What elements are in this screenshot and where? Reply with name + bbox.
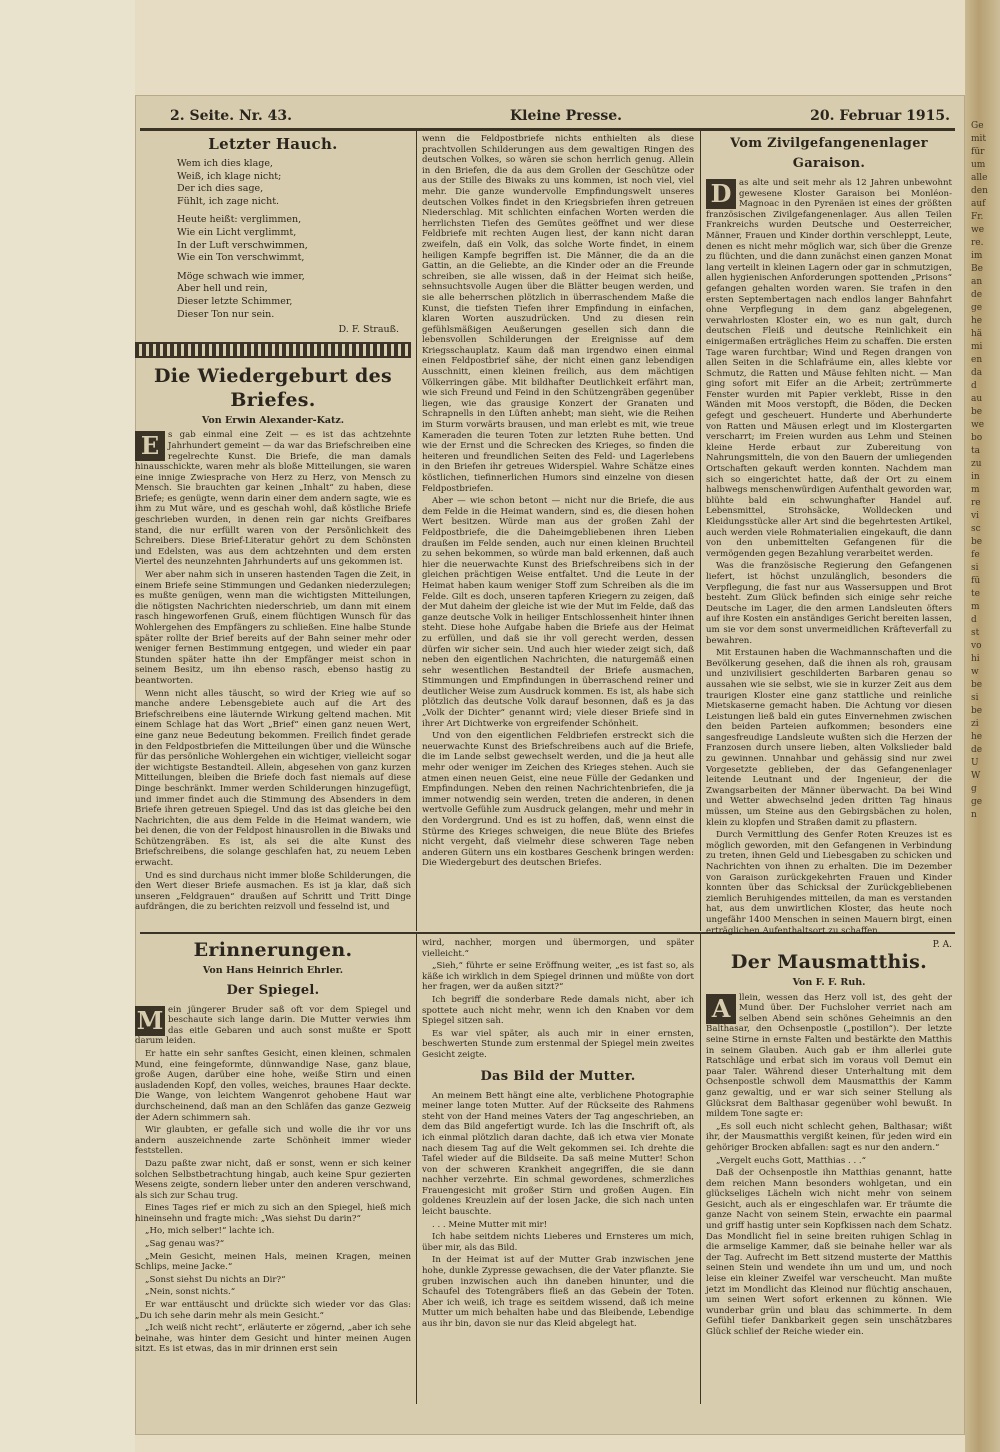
ornamental-divider — [135, 342, 411, 358]
column-rule-1 — [416, 131, 417, 931]
column-rule-2 — [700, 131, 701, 931]
poem-title: Letzter Hauch. — [208, 135, 338, 153]
masthead-rule — [140, 128, 955, 131]
paragraph: Durch Vermittlung des Genfer Roten Kreuzes ist es möglich geworden, mit den Gefangenen in Verbindung zu treten, ihnen Geld und Liebesgaben zu schicken und Nachrichten von ihnen zu erhalten. Die im Dezember von Garaison zurückgekehrten Frauen und Kinder konnten über das Schicksal der Zurückgebliebenen ziemlich Beruhigendes mitteilen, da man es verstanden hat, aus dem unwirtlichen Kloster, das heute noch ungefähr 1400 Menschen in seinen Mauern birgt, einen erträglichen Aufenthaltsort zu schaffen. — [706, 830, 952, 936]
paragraph: „Ho, mich selber!“ lachte ich. — [145, 1226, 275, 1237]
poem-line: Fühlt, ich zage nicht. — [177, 195, 280, 207]
adjacent-page-text: Ge mit für um alle den auf Fr. we re. im Be an de ge he hä mi en da d au be we bo ta zu in m re vi sc be fe si fü te m d st vo hi w be si be zi he de U W g ge n — [971, 121, 988, 820]
paragraph: wird, nachher, morgen und übermorgen, und später vielleicht.“ — [422, 938, 694, 959]
drop-cap: A — [706, 994, 736, 1024]
paragraph: Dazu paßte zwar nicht, daß er sonst, wenn er sich keiner solchen Selbstbetrachtung hingab, auch keine Spur gezierten Wesens zeigte, sondern lieber unter den anderen verschwand, als sich zur Schau trug. — [135, 1158, 411, 1201]
paragraph: Wer aber nahm sich in unseren hastenden Tagen die Zeit, in einem Briefe seine Stimmungen und Gedanken niederzulegen; es mußte genügen, wenn man die wichtigsten Mitteilungen, die nötigsten Nachrichten niederschrieb, um dann mit einem rasch hingeworfenen Gruß, einem flüchtigen Wunsch für das Wohlergehen des Empfängers zu schließen. Eine halbe Stunde später rollte der Brief bereits auf der Bahn seiner mehr oder weniger fernen Bestimmung entgegen, und wieder ein paar Stunden später hatte ihn der Empfänger meist schon in seinem Besitz, um ihn ebenso rasch, ebenso hastig zu beantworten. — [135, 570, 411, 686]
paragraph: „Sieh,“ führte er seine Eröffnung weiter, „es ist fast so, als käße ich wirklich in dem Spiegel drinnen und müßte von dort her fragen, wer da außen sitzt?“ — [422, 961, 694, 993]
paragraph: Ich habe seitdem nichts Lieberes und Ernsteres um mich, über mir, als das Bild. — [422, 1232, 694, 1253]
paragraph: Er hatte ein sehr sanftes Gesicht, einen kleinen, schmalen Mund, eine feingeformte, dünnwandige Nase, ganz blaue, große Augen, darüber eine hohe, weiße Stirn und einen ausladenden Kopf, den volles, weiches, braunes Haar deckte. Die Wange, von leichtem Wangenrot gehobene Haut war durchscheinend, daß man an den Schläfen das ganze Gezweig der Adern schimmern sah. — [135, 1048, 411, 1123]
poem-body — [177, 158, 411, 321]
masthead — [170, 108, 950, 128]
issue-date: 20. Februar 1915. — [810, 108, 950, 124]
article-title: Der Mausmatthis. — [730, 951, 928, 973]
paragraph: „Ich weiß nicht recht“, erläuterte er zögernd, „aber ich sehe beinahe, was hinter dem Gesicht und hinter meinen Augen sitzt. Es ist etwas, das in mir drinnen erst sein — [135, 1323, 411, 1355]
poem-line: Weiß, ich klage nicht; — [177, 170, 282, 182]
article-title: Erinnerungen. — [193, 939, 353, 961]
paragraph: In der Heimat ist auf der Mutter Grab inzwischen jene hohe, dunkle Zypresse gewachsen, die der Vater pflanzte. Sie gruben inzwischen auch ihn daneben hinunter, und die Schaufel des Totengräbers fließ an das Gebein der Toten. Aber ich weiß, ich trage es seitdem wissend, daß ich meine Mutter um mich behalten habe und das Bleibende, Lebendige aus ihr bin, davon sie nur das Kleid abgelegt hat. — [422, 1255, 694, 1329]
article-title: Vom Zivilgefangenenlager Garaison. — [730, 136, 928, 171]
poem-line: Wie ein Ton verschwimmt, — [177, 252, 305, 264]
column-3-top — [706, 134, 952, 951]
paragraph: An meinem Bett hängt eine alte, verblichene Photographie meiner lange toten Mutter. Auf der Rückseite des Rahmens steht von der Hand meines Vaters der Tag angeschrieben, an dem das Bild angefertigt wurde. Ich las die Inschrift oft, als ich einmal plötzlich daran dachte, daß ich etwa vier Monate nach diesem Tag auf die Welt gekommen sei. Ich drehte die Tafel wieder auf die Bildseite. Da saß meine Mutter! Schon von der schweren Krankheit angegriffen, die sie dann nachher verzehrte. Ein schmal gewordenes, schmerzliches Frauengesicht mit großer Stirn und großen Augen. Ein goldenes Kreuzlein auf der losen Jacke, die sich nach unten leicht bauschte. — [422, 1090, 694, 1218]
article-byline: Von Hans Heinrich Ehrler. — [202, 965, 344, 976]
paragraph: Daß der Ochsenpostle ihn Matthias genannt, hatte dem reichen Mann besonders wohlgetan, und ein glückseliges Lächeln wich nicht mehr von seinem Gesicht, auch als er eingeschlafen war. Er träumte die ganze Nacht von seinem Stein, erwachte ein paarmal und griff hastig unter sein Kopfkissen nach dem Schatz. Das Mondlicht fiel in seine breiten ruhigen Schlag in die armselige Kammer, daß sie beinahe heller war als der Tag. Aufrecht im Bett sitzend musterte der Matthis seinen Stein und wendete ihn um und um, und noch leise ein kleiner Zweifel war verscheucht. Man mußte jetzt im Mondlicht das Kleinod nur flüchtig anschauen, um seinen Wert sofort erkennen zu können. Wie wunderbar grün und blau das schimmerte. In dem Gefühl tiefer Dankbarkeit gegen sein unschätzbares Glück schlief der Reiche wieder ein. — [706, 1168, 952, 1337]
paragraph: Mit Erstaunen haben die Wachmannschaften und die Bevölkerung gesehen, daß die ihnen als roh, grausam und unzivilisiert geschilderten Barbaren genau so aussahen wie sie selbst, wie sie in kurzer Zeit aus dem traurigen Kloster eine ganz stattliche und reinliche Mietskaserne gemacht haben. Die Achtung vor diesen Leistungen ließ bald ein gutes Einvernehmen zwischen den beiden Parteien aufkommen; besonders eine sangesfreudige Landsleute wußten sich die Herzen der Franzosen durch unsere lieben, alten Volkslieder bald zu gewinnen. Unnahbar und gehässig sind nur zwei Vorgesetzte geblieben, der das Gefangenenlager leitende Leutnant und der Ingenieur, der die Zwangsarbeiten der Männer überwacht. Da bei Wind und Wetter abwechselnd jeden dritten Tag hinaus müssen, um Steine aus den Gebirgsbächen zu holen, klein zu klopfen und Straßen damit zu pflastern. — [706, 648, 952, 828]
paragraph: „Sag genau was?“ — [145, 1239, 225, 1250]
poem-line: Heute heißt: verglimmen, — [177, 214, 302, 226]
paragraph: Wir glaubten, er gefalle sich und wolle die ihr vor uns andern auszeichnende zarte Schönheit immer wieder feststellen. — [135, 1125, 411, 1157]
page-number: 2. Seite. Nr. 43. — [170, 108, 292, 124]
paragraph: Eines Tages rief er mich zu sich an den Spiegel, hieß mich hineinsehn und fragte mich: „Was siehst Du darin?“ — [135, 1203, 411, 1224]
paragraph: as alte und seit mehr als 12 Jahren unbewohnt gewesene Kloster Garaison bei Monléon-Magnoac in den Pyrenäen ist eines der größten französischen Zivilgefangenenlager. Aus allen Teilen Frankreichs wurden Deutsche und Oesterreicher, Männer, Frauen und Kinder dorthin verschleppt, Leute, denen es nicht mehr möglich war, sich über die Grenze zu flüchten, und die dann zunächst einen ganzen Monat lang verteilt in kleinen Lagern oder gar in schmutzigen, allen hygienischen Anforderungen spottenden „Prisons“ gefangen gehalten worden waren. Sie trafen in den ersten Septembertagen nach endlos langer Bahnfahrt ohne Verpflegung in dem ganz abgelegenen, verwahrlosten Kloster ein, wo es nun galt, durch deutschen Fleiß und deutsche Reinlichkeit ein einigermaßen erträgliches Heim zu schaffen. Die ersten Tage waren furchtbar; Wind und Regen drangen von allen Seiten in die Schlafräume ein, alles klebte vor Schmutz, die Ratten und Mäuse fehlten nicht. — Man ging sofort mit Eifer an die Arbeit; zertrümmerte Fenster wurden mit Papier verklebt, Risse in den Wänden mit Moos verstopft, die Böden, die Decken gefegt und gescheuert. Hunderte und Aberhunderte von Ratten und Mäusen erlegt und im Klostergarten verscharrt; im Freien wurden aus Lehm und Steinen kleine Herde erbaut zur Zubereitung von Nahrungsmitteln, die von den Bauern der umliegenden Ortschaften gekauft werden konnten. Nachdem man sich so eingerichtet hatte, daß der Ort zu einem halbwegs menschenwürdigen Aufenthalt geworden war, blühte bald ein schwunghafter Handel auf. Lebensmittel, Strohsäcke, Wolldecken und Kleidungsstücke aller Art sind die begehrtesten Artikel, auch werden viele Rohmaterialien eingekauft, die dann von den unbemittelten Gefangenen für die vermögenden gegen Bezahlung verarbeitet werden. — [706, 178, 952, 559]
adjacent-page-edge — [965, 0, 1000, 1452]
column-rule-4 — [700, 934, 701, 1404]
signature: P. A. — [932, 940, 952, 951]
paragraph: s gab einmal eine Zeit — es ist das achtzehnte Jahrhundert gemeint — da war das Briefschreiben eine regelrechte Kunst. Die Briefe, die man damals hinausschickte, waren mehr als bloße Mitteilungen, sie waren eine innige Zwiesprache von Herz zu Herz, von Mensch zu Mensch. Sie brauchten gar keinen „Inhalt“ zu haben, diese Briefe; es genügte, wenn darin einer dem andern sagte, wie es ihm zu Mut wäre, und es geschah wohl, daß köstliche Briefe geschrieben wurden, in denen rein gar nichts Greifbares stand, die nur erfüllt waren von der Persönlichkeit des Schreibers. Diese Brief-Literatur gehört zu dem Schönsten und Edelsten, was aus dem achtzehnten und dem ersten Viertel des neunzehnten Jahrhunderts auf uns gekommen ist. — [135, 430, 411, 568]
article-byline: Von Erwin Alexander-Katz. — [201, 414, 345, 426]
paragraph: Was die französische Regierung den Gefangenen liefert, ist höchst unzulänglich, besonders die Verpflegung, die fast nur aus Wassersuppen und Brot besteht. Zum Glück befinden sich einige sehr reiche Deutsche im Lager, die den armen Landsleuten öfters auf ihre Kosten ein anständiges Gericht bereiten lassen, um sie vor dem sonst unvermeidlichen Kräfteverfall zu bewahren. — [706, 561, 952, 646]
article-title: Die Wiedergeburt des Briefes. — [153, 364, 393, 411]
drop-cap: E — [135, 431, 165, 461]
paragraph: Und von den eigentlichen Feldbriefen erstreckt sich die neuerwachte Kunst des Briefschreibens auch auf die Briefe, die im Lande selbst gewechselt werden, und die ja heut alle mehr oder weniger im Zeichen des Krieges stehen. Auch sie atmen einen neuen Geist, eine neue Fülle der Gedanken und Empfindungen. Neben den reinen Nachrichtenbriefen, die ja immer notwendig sein werden, treten die anderen, in denen wertvolle Gefühle zum Ausdruck gelangen, mehr und mehr in den Vordergrund. Und es ist zu hoffen, daß, wenn einst die Stürme des Krieges schweigen, die neue Blüte des Briefes nicht vergeht, daß vielmehr diese schweren Tage neben anderen Gütern uns ein kostbares Geschenk bringen werden: Die Wiedergeburt des deutschen Briefes. — [422, 731, 694, 869]
paragraph: Wenn nicht alles täuscht, so wird der Krieg wie auf so manche andere Lebensgebiete auch auf die Art des Briefschreibens eine läuternde Wirkung geltend machen. Mit einem Schlage hat das Wort „Brief“ einen ganz neuen Wert, eine ganz neue Bedeutung bekommen. Freilich findet gerade in den Feldpostbriefen die Mitteilungen über und die Wünsche für das persönliche Wohlergehen ein wichtiger, vielleicht sogar der wichtigste Bestandteil. Allein, abgesehen von ganz kurzen Mitteilungen, bleiben die Briefe doch fast niemals auf diese Dinge beschränkt. Immer werden Schilderungen hinzugefügt, und immer findet auch die Stimmung des Absenders in dem Briefe ihren getreuen Spiegel. Und das ist das gleiche bei den Nachrichten, die aus dem Felde in die Heimat wandern, wie bei denen, die von der Feldpost hinausrollen in die Biwaks und Schützengräben. Es ist, als sei die alte Kunst des Briefschreibens, die solange geschlafen hat, zu neuem Leben erwacht. — [135, 688, 412, 869]
drop-cap: D — [706, 179, 736, 209]
paragraph: „Mein Gesicht, meinen Hals, meinen Kragen, meinen Schlips, meine Jacke.“ — [135, 1251, 411, 1273]
paragraph: . . . Meine Mutter mit mir! — [432, 1219, 548, 1230]
paragraph: Ich begriff die sonderbare Rede damals nicht, aber ich spottete auch nicht mehr, wenn ich den Knaben vor dem Spiegel sitzen sah. — [422, 994, 694, 1027]
paper-title: Kleine Presse. — [510, 108, 623, 124]
paragraph: „Es soll euch nicht schlecht gehen, Balthasar; wißt ihr, der Mausmatthis vergißt keinen, für jeden wird ein gehöriger Brocken abfallen: sagt es nur den andern.“ — [706, 1121, 952, 1153]
column-2-bottom — [422, 938, 694, 1398]
article-byline: Von F. F. Ruh. — [792, 977, 866, 988]
paragraph: „Nein, sonst nichts.“ — [145, 1287, 236, 1298]
paragraph: llein, wessen das Herz voll ist, des geht der Mund über. Der Fuchsloher verriet nach am selben Abend sein schönes Geheimnis an den Balthasar, den Ochsenpostle („postillon“). Der letzte seine Stirne in ernste Falten und bestärkte den Matthis in seinem Glauben. Auch gab er ihm allerlei gute Ratschläge und erbat sich im voraus voll Demut ein paar Taler. Während dieser Unterhaltung mit dem Ochsenpostle schwoll dem Mausmatthis der Kamm ganz gewaltig, und er war sich seiner Stellung als Glücksrat dem Balthasar gegenüber wohl bewußt. In mildem Tone sagte er: — [706, 992, 952, 1120]
poem-author: D. F. Strauß. — [338, 324, 399, 336]
poem-line: Möge schwach wie immer, — [177, 270, 305, 282]
poem-line: Dieser letzte Schimmer, — [177, 295, 293, 307]
paragraph: wenn die Feldpostbriefe nichts enthielten als diese prachtvollen Schilderungen aus dem gewaltigen Ringen des deutschen Volkes, so wären sie schon herrlich genug. Allein in den Briefen, die da aus dem Grollen der Geschütze oder aus der Stille des Biwaks zu uns kommen, ist noch viel, viel mehr. Die ganze wundervolle Empfindungswelt unseres deutschen Volkes findet in den Kriegsbriefen ihren getreuen Niederschlag. Mit schlichten einfachen Worten werden die herrlichsten Tiefen des Gemütes geöffnet und wer diese Feldbriefe mit rechten Augen liest, der kann nicht daran zweifeln, daß ein Volk, das solche Worte findet, in einem heiligen Kampfe begriffen ist. Die Männer, die da an die Gattin, an die Geliebte, an die Kinder oder an die Freunde schreiben, sie alle wissen, daß in der Heimat sich heiße, sehnsuchtsvolle Augen über die Blätter beugen werden, und sie alle beherrschen plötzlich in überraschendem Maße die Kunst, die tiefsten Tiefen ihrer Empfindung in einfachen, klaren Worten auszudrücken. Und zu diesen rein gefühlsmäßigen Aeußerungen gesellen sich dann die lebensvollen Schilderungen der Ereignisse auf dem Kriegsschauplatz. Kaum daß man irgendwo einen einmal einen Feldpostbrief sähe, der nicht einen ganz lebendigen Ausschnitt, einen kleinen freilich, aus dem mächtigen Völkerringen gäbe. Mit bildhafter Deutlichkeit erfährt man, wie sich Freund und Feind in den Schützengräben gegenüber liegen, wie das grausige Konzert der Granaten und Schrapnells in den Lüften anhebt; man sieht, wie die Reihen im Sturm vorwärts brausen, und man erlebt es mit, wie treue Kameraden die teuren Toten zur letzten Ruhe betten. Und wie der Ernst und die Schrecken des Krieges, so finden die heiteren und freundlichen Seiten des Feld- und Lagerlebens in den Briefen ihr getreues Widerspiel. Wahre Schätze eines köstlichen, tiefinnerlichen Humors sind einzelne von diesen Feldpostbriefen. — [422, 134, 694, 494]
paragraph: „Sonst siehst Du nichts an Dir?“ — [145, 1274, 286, 1285]
paragraph: ein jüngerer Bruder saß oft vor dem Spiegel und beschaute sich lange darin. Die Mutter verwies ihm das eitle Gebaren und auch sonst mußte er Spott darum leiden. — [135, 1004, 411, 1047]
paragraph: Aber — wie schon betont — nicht nur die Briefe, die aus dem Felde in die Heimat wandern, sind es, die diesen hohen Wert besitzen. Würde man aus der großen Zahl der Feldpostbriefe, die die Daheimgebliebenen ihren Lieben draußen im Felde senden, auch nur einen kleinen Bruchteil zu sehen bekommen, so würde man bald erkennen, daß auch hier die neuerwachte Kunst des Briefschreibens sich in der gleichen prächtigen Weise entfaltet. Und die Leute in der Heimat haben kaum weniger Stoff zum Schreiben als die im Felde. Gilt es doch, unseren tapferen Kriegern zu zeigen, daß der Mut daheim der gleiche ist wie der Mut im Felde, daß das ganze deutsche Volk in heiliger Entschlossenheit hinter ihnen steht. Diese hohe Aufgabe haben die Briefe aus der Heimat zu erfüllen, und daß sie ihr voll gerecht werden, dessen dürfen wir sicher sein. Und auch hier wieder zeigt sich, daß neben den eigentlichen Nachrichten, die naturgemäß einen sehr wesentlichen Bestandteil der Briefe ausmachen, Stimmungen und Empfindungen in überraschend reiner und deutlicher Weise zum Ausdruck kommen. Es ist, als habe sich plötzlich das deutsche Volk darauf besonnen, daß es ja das „Volk der Dichter“ genannt wird; viele dieser Briefe sind in ihrer Art Dichtwerke von ergreifender Schönheit. — [422, 496, 694, 729]
poem-line: Aber hell und rein, — [177, 283, 268, 295]
scan-margin-left — [0, 0, 135, 1452]
column-1-bottom — [135, 938, 411, 1398]
column-2-top — [422, 134, 694, 930]
poem-line: Wie ein Licht verglimmt, — [177, 226, 297, 238]
poem-line: In der Luft verschwimmen, — [177, 239, 308, 251]
poem-line: Dieser Ton nur sein. — [177, 308, 275, 320]
paragraph: „Vergelt euchs Gott, Matthias . . .“ — [716, 1155, 867, 1166]
poem-line: Der ich dies sage, — [177, 183, 264, 195]
paragraph: Und es sind durchaus nicht immer bloße Schilderungen, die den Wert dieser Briefe ausmachen. Es ist ja klar, daß sich unseren „Feldgrauen“ draußen auf Schritt und Tritt Dinge aufdrängen, die zu berichten reizvoll und fesselnd ist, und — [135, 870, 411, 913]
paragraph: Es war viel später, als auch mir in einer ernsten, beschwerten Stunde zum erstenmal der Spiegel mein zweites Gesicht zeigte. — [422, 1028, 694, 1060]
drop-cap: M — [136, 1005, 164, 1035]
column-rule-3 — [416, 934, 417, 1404]
paragraph: Er war enttäuscht und drückte sich wieder vor das Glas: „Du ich sehe darin mehr als mein Gesicht.“ — [135, 1300, 411, 1321]
article-subtitle: Der Spiegel. — [226, 982, 320, 998]
article-subtitle: Das Bild der Mutter. — [480, 1068, 636, 1084]
poem-line: Wem ich dies klage, — [177, 158, 273, 169]
column-3-bottom — [706, 938, 952, 1398]
column-1-top — [135, 134, 411, 930]
